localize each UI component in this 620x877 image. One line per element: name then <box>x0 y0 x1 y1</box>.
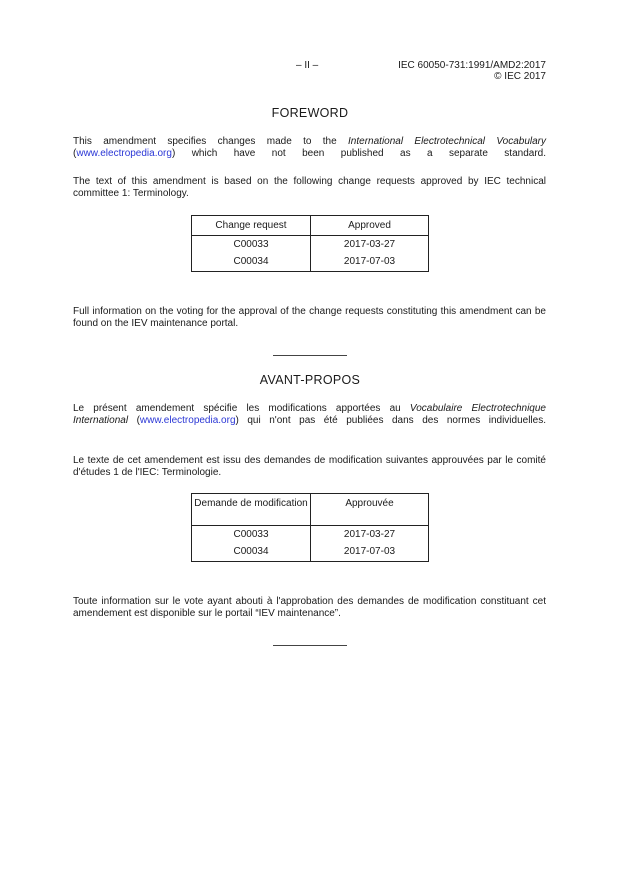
table-header-demande: Demande de modification <box>192 494 311 526</box>
avant-propos-change-request-table <box>191 493 429 562</box>
table-cell-request: C00034 <box>192 544 311 562</box>
table-cell-date: 2017-03-27 <box>311 236 429 254</box>
table-header-change-request: Change request <box>192 216 311 236</box>
standard-reference: IEC 60050-731:1991/AMD2:2017 <box>398 60 546 71</box>
avant-propos-p1-vocabulary-title: Vocabulaire Electrotechnique International <box>73 403 546 426</box>
avant-propos-title: AVANT-PROPOS <box>259 373 361 387</box>
table-row <box>192 544 429 562</box>
table-cell-date: 2017-07-03 <box>311 254 429 272</box>
table-cell-date: 2017-03-27 <box>311 526 429 544</box>
avant-propos-paragraph-3: Toute information sur le vote ayant abouti à l'approbation des demandes de modification constituant cet amendement est disponible sur le portail “IEV maintenance”. <box>73 596 546 619</box>
foreword-p1-text: This amendment specifies changes made to the <box>73 136 349 147</box>
foreword-electropedia-link[interactable]: www.electropedia.org <box>76 147 172 159</box>
table-header-approved: Approved <box>311 216 429 236</box>
foreword-paragraph-2: The text of this amendment is based on the following change requests approved by IEC technical committee 1: Terminology. <box>73 176 546 199</box>
page-number: – II – <box>296 60 319 71</box>
table-cell-request: C00033 <box>192 526 311 544</box>
table-row <box>192 236 429 254</box>
avant-propos-p1-text-end: ) qui n'ont pas été publiées dans des normes individuelles. <box>235 414 546 426</box>
foreword-change-request-table <box>191 215 429 272</box>
table-cell-request: C00034 <box>192 254 311 272</box>
section-divider <box>273 645 347 646</box>
foreword-p1-vocabulary-title: International Electrotechnical Vocabulary <box>348 136 546 147</box>
foreword-p1-text-end: ) which have not been published as a separate standard. <box>171 147 546 159</box>
section-divider <box>273 355 347 356</box>
foreword-title: FOREWORD <box>271 106 349 120</box>
copyright-notice: © IEC 2017 <box>494 71 546 82</box>
table-row <box>192 526 429 544</box>
avant-propos-paragraph-2: Le texte de cet amendement est issu des demandes de modification suivantes approuvées par le comité d'études 1 de l'IEC: Terminologie. <box>73 455 546 478</box>
avant-propos-paragraph-1: Le présent amendement spécifie les modifications apportées au Vocabulaire Electrotechnique International (www.electropedia.org) qui n'ont pas été publiées dans des normes individuelles. <box>73 403 546 426</box>
table-cell-date: 2017-07-03 <box>311 544 429 562</box>
table-row <box>192 254 429 272</box>
table-header-approuvee: Approuvée <box>311 494 429 526</box>
avant-propos-p1-text: Le présent amendement spécifie les modifications apportées au <box>73 403 410 414</box>
foreword-paragraph-3: Full information on the voting for the approval of the change requests constituting this amendment can be found on the IEV maintenance portal. <box>73 306 546 329</box>
avant-propos-electropedia-link[interactable]: www.electropedia.org <box>139 414 236 426</box>
table-cell-request: C00033 <box>192 236 311 254</box>
foreword-paragraph-1: This amendment specifies changes made to the International Electrotechnical Vocabulary (www.electropedia.org) which have not been published as a separate standard. <box>73 136 546 159</box>
